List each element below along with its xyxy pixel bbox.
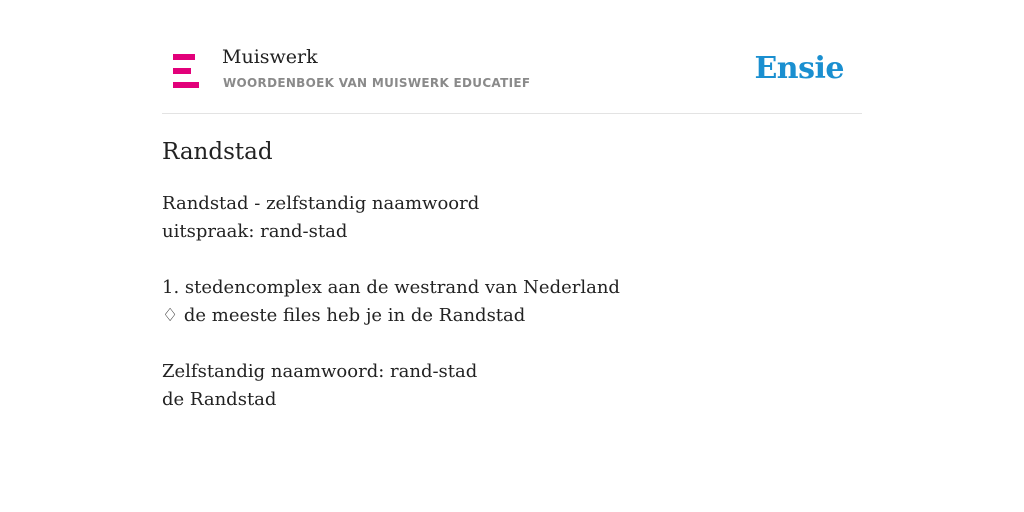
entry-title: Randstad — [162, 139, 273, 165]
ensie-brand-link[interactable]: Ensie — [754, 51, 844, 86]
site-title-link[interactable]: Muiswerk — [222, 46, 318, 68]
entry-definition: 1. stedencomplex aan de westrand van Nederland — [162, 277, 620, 298]
site-subtitle: WOORDENBOEK VAN MUISWERK EDUCATIEF — [223, 76, 531, 90]
entry-pronunciation: uitspraak: rand-stad — [162, 221, 348, 242]
entry-part-of-speech: Zelfstandig naamwoord: rand-stad — [162, 361, 478, 382]
entry-headline: Randstad - zelfstandig naamwoord — [162, 193, 480, 214]
entry-article: de Randstad — [162, 389, 277, 410]
entry-body — [162, 190, 862, 414]
entry-example: ♢ de meeste files heb je in de Randstad — [162, 305, 526, 326]
site-header — [162, 0, 862, 114]
page — [162, 0, 862, 410]
muiswerk-logo-icon[interactable] — [173, 54, 199, 88]
